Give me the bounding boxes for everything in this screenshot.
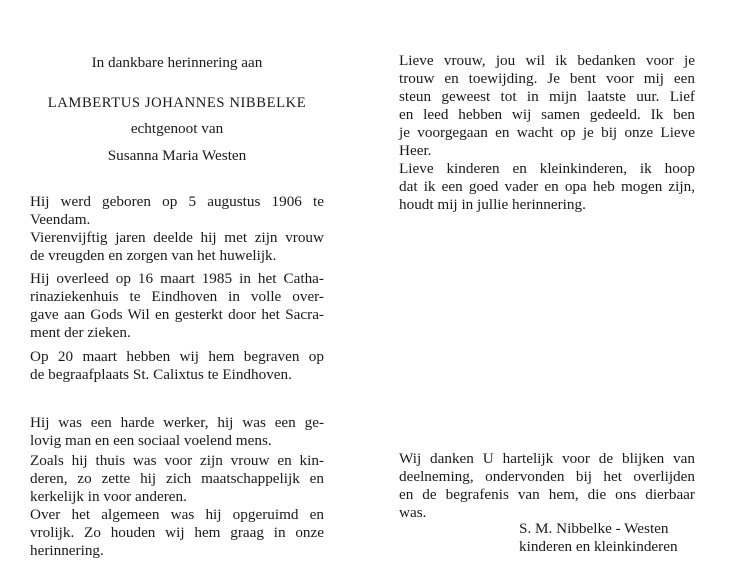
left-line-14: deren, zo zette hij zich maatschappelijk en [30, 470, 324, 487]
left-line-2: Veendam. [30, 211, 91, 228]
relation-line: echtgenoot van [130, 120, 224, 137]
left-line-18: herinnering. [30, 542, 104, 559]
right-line-2: trouw en toewijding. Je bent voor mij een [399, 70, 695, 87]
left-line-11: Hij was een harde werker, hij was een ge- [30, 414, 324, 431]
right-line-6: Heer. [399, 142, 432, 159]
left-line-12: lovig man en een sociaal voelend mens. [30, 432, 272, 449]
left-line-1: Hij werd geboren op 5 augustus 1906 te [30, 193, 324, 210]
right-line-9: houdt mij in jullie herinnering. [399, 196, 586, 213]
right-line-13: was. [399, 504, 427, 521]
left-line-4: de vreugden en zorgen van het huwelijk. [30, 247, 277, 264]
left-line-8: ment der zieken. [30, 324, 131, 341]
left-line-17: vrolijk. Zo houden wij hem graag in onze [30, 524, 324, 541]
left-line-3: Vierenvijftig jaren deelde hij met zijn vrouw [30, 229, 324, 246]
right-line-1: Lieve vrouw, jou wil ik bedanken voor je [399, 52, 695, 69]
signature-family: kinderen en kleinkinderen [519, 538, 678, 555]
right-line-11: deelneming, ondervonden bij het overlijden [399, 468, 695, 485]
right-page [399, 0, 695, 580]
left-line-15: kerkelijk in voor anderen. [30, 488, 187, 505]
right-line-7: Lieve kinderen en kleinkinderen, ik hoop [399, 160, 695, 177]
left-line-7: gave aan Gods Wil en gesterkt door het Sacra- [30, 306, 324, 323]
left-line-6: rinaziekenhuis te Eindhoven in volle over- [30, 288, 324, 305]
spouse-name: Susanna Maria Westen [107, 147, 247, 164]
left-page [30, 0, 324, 580]
intro-line: In dankbare herinnering aan [91, 54, 263, 71]
left-line-5: Hij overleed op 16 maart 1985 in het Catha- [30, 270, 324, 287]
signature-name: S. M. Nibbelke - Westen [519, 520, 669, 537]
left-line-9: Op 20 maart hebben wij hem begraven op [30, 348, 324, 365]
right-line-3: steun geweest tot in mijn laatste uur. Lief [399, 88, 695, 105]
right-line-5: je voorgegaan en wacht op je bij onze Lieve [399, 124, 695, 141]
right-line-12: en de begrafenis van hem, die ons dierbaar [399, 486, 695, 503]
left-line-16: Over het algemeen was hij opgeruimd en [30, 506, 324, 523]
left-line-10: de begraafplaats St. Calixtus te Eindhoven. [30, 366, 292, 383]
left-line-13: Zoals hij thuis was voor zijn vrouw en kin- [30, 452, 324, 469]
right-line-10: Wij danken U hartelijk voor de blijken van [399, 450, 695, 467]
right-line-8: dat ik een goed vader en opa heb mogen zijn, [399, 178, 695, 195]
deceased-name: LAMBERTUS JOHANNES NIBBELKE [47, 95, 307, 111]
right-line-4: en leed hebben wij samen gedeeld. Ik ben [399, 106, 695, 123]
